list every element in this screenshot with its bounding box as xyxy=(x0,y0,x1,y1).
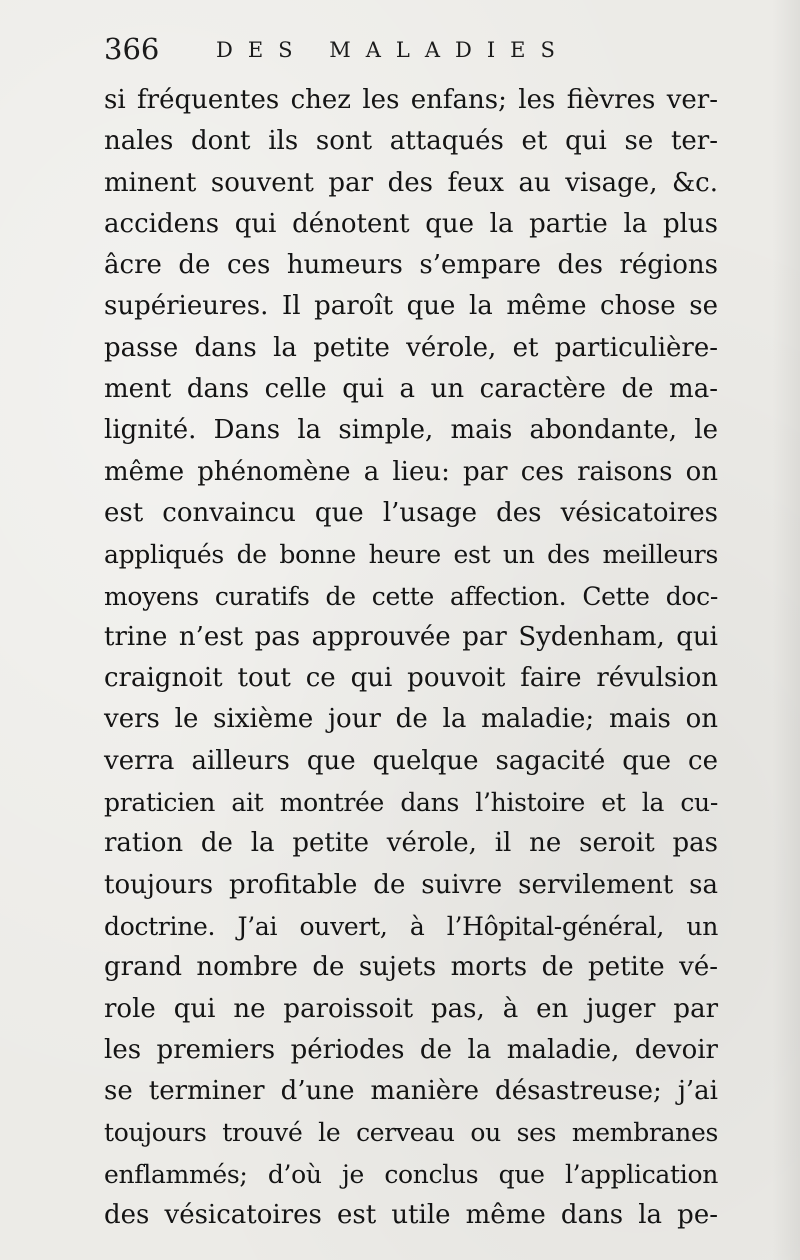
text-line: des vésicatoires est utile même dans la pe- xyxy=(104,1200,718,1231)
text-line: praticien ait montrée dans l’histoire et la cu- xyxy=(104,788,718,818)
text-line: ment dans celle qui a un caractère de ma- xyxy=(104,374,718,405)
body-text xyxy=(104,80,718,1236)
page-number: 366 xyxy=(104,32,160,66)
text-line: supérieures. Il paroît que la même chose se xyxy=(104,291,718,322)
text-line: grand nombre de sujets morts de petite vé- xyxy=(104,952,718,983)
text-line: si fréquentes chez les enfans; les fièvres ver- xyxy=(104,85,718,115)
text-line: appliqués de bonne heure est un des meilleurs xyxy=(104,540,718,570)
text-line: trine n’est pas approuvée par Sydenham, qui xyxy=(104,621,718,652)
running-head-title: DES MALADIES xyxy=(216,38,570,62)
text-line: même phénomène a lieu: par ces raisons on xyxy=(104,456,718,487)
text-line: verra ailleurs que quelque sagacité que ce xyxy=(104,745,718,776)
text-line: est convaincu que l’usage des vésicatoires xyxy=(104,497,718,528)
text-line: lignité. Dans la simple, mais abondante, le xyxy=(104,415,718,446)
page-edge-shadow xyxy=(772,0,800,1260)
text-line: les premiers périodes de la maladie, devoir xyxy=(104,1034,718,1065)
running-head xyxy=(104,30,724,76)
text-line: minent souvent par des feux au visage, &c. xyxy=(104,167,718,198)
text-line: ration de la petite vérole, il ne seroit pas xyxy=(104,828,718,859)
text-line: âcre de ces humeurs s’empare des régions xyxy=(104,250,718,281)
text-line: toujours profitable de suivre servilement sa xyxy=(104,869,718,900)
text-line: craignoit tout ce qui pouvoit faire révulsion xyxy=(104,663,718,694)
text-line: nales dont ils sont attaqués et qui se ter- xyxy=(104,126,718,157)
text-line: passe dans la petite vérole, et particulière- xyxy=(104,332,718,363)
text-line: accidens qui dénotent que la partie la plus xyxy=(104,208,718,239)
text-line: moyens curatifs de cette affection. Cette doc- xyxy=(104,581,718,611)
text-line: enflammés; d’où je conclus que l’application xyxy=(104,1159,718,1189)
text-line: role qui ne paroissoit pas, à en juger par xyxy=(104,993,718,1024)
text-line: vers le sixième jour de la maladie; mais on xyxy=(104,704,718,735)
text-line: se terminer d’une manière désastreuse; j’ai xyxy=(104,1076,718,1107)
text-line: toujours trouvé le cerveau ou ses membranes xyxy=(104,1118,718,1148)
text-line: doctrine. J’ai ouvert, à l’Hôpital-général, un xyxy=(104,911,718,941)
